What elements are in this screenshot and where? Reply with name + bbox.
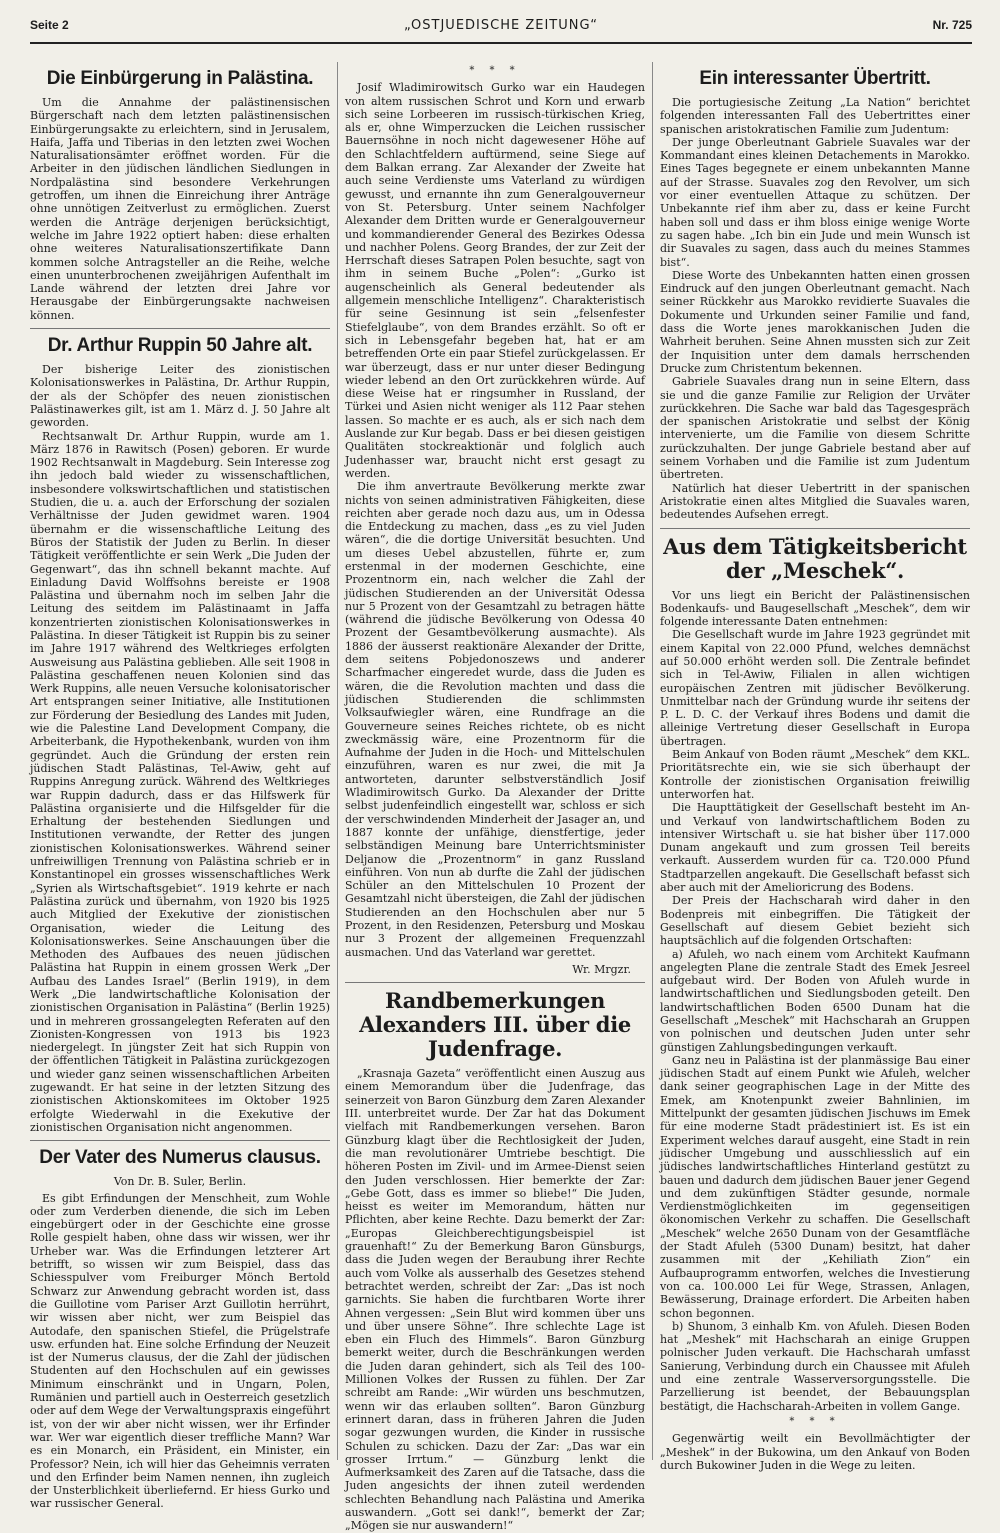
newspaper-title: „OSTJUEDISCHE ZEITUNG“ (404, 18, 598, 33)
article-paragraph: b) Shunom, 3 einhalb Km. von Afuleh. Diesen Boden hat „Meshek“ mit Hachscharah an einige Gruppen polnischer Juden verkauft. Die Hachscharah umfasst Sanierung, Verbindung durch ein Chaussee mit Afuleh und eine zentrale Wasserversorgungsstelle. Die Parzellierung ist beendet, der Bebauungsplan bestätigt, die Hachscharah-Arbeiten in vollem Gange. (660, 1319, 970, 1413)
article-separator (30, 328, 330, 329)
article-paragraph: Der junge Oberleutnant Gabriele Suavales war der Kommandant eines kleinen Detachements in Marokko. Eines Tages begegnete er einem unbekannten Manne auf der Strasse. Suavales zog den Revolver, um sich vor einer eventuellen Attaque zu schützen. Der Unbekannte rief ihm aber zu, dass er keine Furcht haben soll und dass er ihm bloss einige wenige Worte zu sagen habe. „Ich bin ein Jude und mein Wunsch ist dir Suavales zu sagen, dass auch du meines Stammes bist“. (660, 135, 970, 269)
article-title: Randbemerkungen Alexanders III. über die Judenfrage. (359, 988, 631, 1062)
article-separator (345, 982, 645, 983)
article-paragraph: a) Afuleh, wo nach einem vom Architekt Kaufmann angelegten Plane die zentrale Stadt des Emek Jesreel aufgebaut wird. Der Boden von Afuleh wurde in landwirtschaftlichen und Siedlungsboden geteilt. Den landwirtschaftlichen Boden 6500 Dunam hat die Gesellschaft „Meschek“ mit Hachscharah an Gruppen von polnischen und deutschen Juden unter sehr günstigen Zahlungsbedingungen verkauft. (660, 947, 970, 1054)
section-stars: * * * (789, 1415, 841, 1427)
article-title: Aus dem Tätigkeitsbericht der „Meschek“. (663, 533, 967, 583)
article-paragraph: Die Gesellschaft wurde im Jahre 1923 gegründet mit einem Kapital von 22.000 Pfund, welches demnächst auf 50.000 erhöht werden soll. Die Zentrale befindet sich in Tel-Awiw, Filialen in allen wichtigen europäischen Zentren mit jüdischer Bevölkerung. Unmittelbar nach der Gründung wurde ihr seitens der P. L. D. C. der Verkauf ihres Bodens und damit die alleinige Vertretung dieser Gesellschaft in Europa übertragen. (660, 628, 970, 748)
article-paragraph: Vor uns liegt ein Bericht der Palästinensischen Bodenkaufs- und Baugesellschaft „Meschek“, dem wir folgende interessante Daten entnehmen: (660, 588, 970, 629)
column-1 (30, 62, 330, 1511)
issue-number: Nr. 725 (932, 18, 972, 32)
column-2 (345, 62, 645, 1533)
article-paragraph: Der Preis der Hachscharah wird daher in den Bodenpreis mit einbegriffen. Die Tätigkeit der Gesellschaft auf diesem Gebiet bezieht sich hauptsächlich auf die folgenden Ortschaften: (660, 894, 970, 948)
article-title: Ein interessanter Übertritt. (699, 68, 931, 89)
article-title: Dr. Arthur Ruppin 50 Jahre alt. (47, 335, 313, 357)
article-paragraph: „Krasnaja Gazeta“ veröffentlicht einen Auszug aus einem Memorandum über die Judenfrage, das seinerzeit von Baron Günzburg dem Zaren Alexander III. unterbreitet wurde. Der Zar hat das Dokument vielfach mit Randbemerkungen versehen. Baron Günzburg klagt über die Rechtlosigkeit der Juden, die man revolutionärer Umtriebe beschtigt. Die höheren Posten im Zivil- und im Armee-Dienst seien den Juden verschlossen. Hier bemerkte der Zar: „Gebe Gott, dass es immer so bliebe!“ Die Juden, heisst es weiter im Memorandum, hätten nur Pflichten, aber keine Rechte. Dazu bemerkt der Zar: „Europas Gleichberechtigungsbeispiel ist grauenhaft!“ Zu der Bemerkung Baron Günsburgs, dass die Juden wegen der Beraubung ihrer Rechte auch vom Volke als ausserhalb des Gesetzes stehend betrachtet werden, schreibt der Zar: „Das ist noch garnichts. Sie haben die furchtbaren Worte ihrer Ahnen vergessen: „Sein Blut wird kommen über uns und über unsere Söhne“. Ihre schlechte Lage ist eben ein Fluch des Himmels“. Baron Günzburg bemerkt weiter, durch die Beschränkungen werden die Juden daran gehindert, sich als Teil des 100-Millionen Volkes der Russen zu fühlen. Der Zar schreibt am Rande: „Wir würden uns beschmutzen, wenn wir das erlauben sollten“. Baron Günzburg erinnert daran, dass in früheren Jahren die Juden sogar gezwungen wurden, die Kinder in russische Schulen zu schicken. Dazu der Zar: „Das war ein grosser Irrtum.“ — Günzburg lenkt die Aufmerksamkeit des Zaren auf die Tatsache, dass die Juden angesichts der ihnen zuteil werdenden schlechten Behandlung nach Palästina und Amerika auswandern. „Gott sei dank!“, bemerkt der Zar; „Mögen sie nur auswandern!“ (345, 1067, 645, 1533)
page-header (30, 18, 972, 58)
article-separator (30, 1140, 330, 1141)
article-separator (660, 528, 970, 529)
column-divider (337, 62, 338, 1460)
article-paragraph: Natürlich hat dieser Uebertritt in der spanischen Aristokratie einen altes Mitglied die Suavales waren, bedeutendes Aufsehen erregt. (660, 481, 970, 522)
column-3 (660, 62, 970, 1472)
page-label: Seite 2 (30, 18, 69, 32)
article-paragraph: Die Haupttätigkeit der Gesellschaft besteht im An- und Verkauf von landwirtschaftlichem Boden zu intensiver Wirtschaft u. sie hat bisher über 117.000 Dunam angekauft und zum grossen Teil bereits verkauft. Ausserdem wurden für ca. T20.000 Pfund Stadtparzellen angekauft. Die Gesellschaft befasst sich aber auch mit der Amelioricrung des Bodens. (660, 801, 970, 895)
article-byline: Von Dr. B. Suler, Berlin. (113, 1175, 247, 1189)
article-paragraph: Es gibt Erfindungen der Menschheit, zum Wohle oder zum Verderben dienende, die sich im Leben eingebürgert oder in der Geschichte eine grosse Rolle gespielt haben, ohne dass wir wissen, wer ihr Urheber war. Was die Erfindungen letzterer Art betrifft, so wissen wir zum Beispiel, dass das Schiesspulver vom Freiburger Mönch Bertold Schwarz zur Anwendung gebracht worden ist, dass die Guillotine vom Pariser Arzt Guillotin herrührt, wir wissen aber nicht, wer zum Beispiel das Autodafe, den spanischen Stiefel, die Prügelstrafe usw. erfunden hat. Eine solche Erfindung der Neuzeit ist der Numerus clausus, der die Zahl der jüdischen Studenten auf den Hochschulen auf ein gewisses Minimum einschränkt und in Ungarn, Polen, Rumänien und partiell auch in Oesterreich gesetzlich oder auf dem Wege der Verwaltungspraxis eingeführt ist, von der wir aber nicht wissen, wer ihr Erfinder war. Wer war eigentlich dieser treffliche Mann? War es ein Monarch, ein Präsident, ein Minister, ein Professor? Nein, ich will hier das Geheimnis verraten und den Erfinder beim Namen nennen, ihn zugleich der Unsterblichkeit überliefernd. Er hiess Gurko und war russischer General. (30, 1191, 330, 1511)
article-title: Der Vater des Numerus clausus. (39, 1147, 321, 1169)
article-paragraph: Die ihm anvertraute Bevölkerung merkte zwar nichts von seinen administrativen Fähigkeiten, diese reichten aber gerade noch dazu aus, um in Odessa die Entdeckung zu machen, dass „es zu viel Juden wären“, die die dortige Universität besuchten. Und um dieses Uebel abzustellen, führte er, zum erstenmal in der modernen Geschichte, eine Prozentnorm ein, nach welcher die Zahl der jüdischen Studierenden an der Universität Odessa nur 5 Prozent von der Gesamtzahl zu betragen hätte (während die jüdische Bevölkerung von Odessa 40 Prozent der Gesamtbevölkerung ausmachte). Als 1886 der äusserst reaktionäre Alexander der Dritte, dem seitens Pobjedonoszews und anderer Scharfmacher eingeredet wurde, dass die Juden es wären, die die Revolution machten und dass die jüdischen Studierenden die schlimmsten Volksaufwiegler wären, eine Rundfrage an die Gouverneure seines Reiches richtete, ob es nicht zweckmässig wäre, eine Prozentnorm für die Aufnahme der Juden in die Hoch- und Mittelschulen einzuführen, waren es nur zwei, die mit Ja antworteten, darunter selbstverständlich Josif Wladimirowitsch Gurko. Da Alexander der Dritte selbst judenfeindlich eingestellt war, schloss er sich der verschwindenden Minderheit der Jasager an, und 1887 konnte der unfähige, dienstfertige, jeder selbständigen Meinung bare Unterrichtsminister Deljanow die „Prozentnorm“ in ganz Russland einführen. Von nun ab durfte die Zahl der jüdischen Schüler an den Mittelschulen 10 Prozent der Gesamtzahl nicht übersteigen, die Zahl der jüdischen Studierenden an den Hochschulen aber nur 5 Prozent, in den Residenzen, Petersburg und Moskau nur 3 Prozent der allgemeinen Frequenzzahl ausmachen. Und das Vaterland war gerettet. (345, 480, 645, 959)
article-paragraph: Ganz neu in Palästina ist der planmässige Bau einer jüdischen Stadt auf einem Punkt wie Afuleh, welcher dank seiner geographischen Lage in der Mitte des Emek, am Knotenpunkt zweier Bahnlinien, im Mittelpunkt der gesamten jüdischen Jischuws im Emek für eine moderne Stadt prädestiniert ist. Es ist ein Experiment welches darauf ausgeht, eine Stadt in rein jüdischer Umgebung und ausschliesslich auf ein jüdisches landwirtschaftliches Hinterland gestützt zu bauen und dadurch dem jüdischen Bauer jener Gegend und dem zukünftigen Städter gesunde, normale Verdienstmöglichkeiten im gegenseitigen ökonomischen Verkehr zu schaffen. Die Gesellschaft „Meschek“ welche 2650 Dunam von der Gesamtfläche der Stadt Afuleh (5300 Dunam) besitzt, hat daher zusammen mit der „Kehiliath Zion“ ein Aufbauprogramm entworfen, welches die Investierung von ca. 100.000 Lei für Wege, Strassen, Anlagen, Bewässerung, Drainage erfordert. Die Arbeiten haben schon begonnen. (660, 1053, 970, 1320)
article-paragraph: Beim Ankauf von Boden räumt „Meschek“ dem KKL. Prioritätsrechte ein, wie sie sich überhaupt der Kontrolle der zionistischen Organisation freiwillig unterworfen hat. (660, 748, 970, 801)
article-paragraph: Der bisherige Leiter des zionistischen Kolonisationswerkes in Palästina, Dr. Arthur Ruppin, der als der Schöpfer des neuen zionistischen Palästinawerkes gilt, ist am 1. März d. J. 50 Jahre alt geworden. (30, 363, 330, 430)
article-paragraph: Gegenwärtig weilt ein Bevollmächtigter der „Meshek“ in der Bukowina, um den Ankauf von Boden durch Bukowiner Juden in die Wege zu leiten. (660, 1432, 970, 1472)
column-divider (652, 62, 653, 1460)
section-stars: * * * (469, 65, 521, 76)
article-paragraph: Um die Annahme der palästinensischen Bürgerschaft nach dem letzten palästinensischen Einbürgerungsakte zu erleichtern, sind in Jerusalem, Haifa, Jaffa und Tiberias in den letzten zwei Wochen Naturalisationsämter eröffnet worden. Für die Arbeiter in den jüdischen ländlichen Siedlungen in Nordpalästina sind besondere Verkehrungen getroffen, um ihnen die Einreichung ihrer Anträge ohne unnötigen Zeitverlust zu ermöglichen. Zuerst werden die Anträge derjenigen berücksichtigt, welche im Jahre 1922 optiert haben: diese erhalten ohne weiteres Naturalisationszertifikate Dann kommen solche Antragsteller an die Reihe, welche einen ununterbrochenen zweijährigen Aufenthalt im Lande während der letzten drei Jahre vor Herausgabe der Einbürgerungsakte nachweisen können. (30, 96, 330, 322)
article-signature: Wr. Mrgzr. (572, 962, 631, 976)
article-paragraph: Diese Worte des Unbekannten hatten einen grossen Eindruck auf den jungen Oberleutnant gemacht. Nach seiner Rückkehr aus Marokko revidierte Suavales die Dokumente und Urkunden seiner Familie und fand, dass die Worte jenes marokkanischen Juden die Wahrheit beruhen. Seine Ahnen mussten sich zur Zeit der Inquisition unter dem damals herrschenden Drucke zum Christentum bekennen. (660, 268, 970, 375)
article-title: Die Einbürgerung in Palästina. (46, 68, 314, 89)
article-paragraph: Josif Wladimirowitsch Gurko war ein Haudegen von altem russischen Schrot und Korn und erwarb sich seine Lorbeeren im russisch-türkischen Krieg, als er, ohne Wimperzucken die Leichen russischer Bauernsöhne in noch nicht dagewesener Höhe auf den Schlachtfeldern auftürmend, seine Siege auf dem Balkan errang. Zar Alexander der Zweite hat auch seine Verdienste ums Vaterland zu würdigen gewusst, und ernannte ihn zum Generalgouverneur von St. Petersburg. Unter seinem Nachfolger Alexander dem Dritten wurde er Generalgouverneur und kommandierender General des Bezirkes Odessa und nachher Polens. Georg Brandes, der zur Zeit der Herrschaft dieses Satrapen Polen besuchte, sagt von ihm in seinem Buche „Polen“: „Gurko ist augenscheinlich als General bedeutender als allgemein menschliche Intelligenz“. Charakteristisch für seine Gesinnung ist sein „felsenfester Stiefelglaube“, von dem Brandes erzählt. So oft er sich in Lebensgefahr begeben hat, hat er am betreffenden Orte ein paar Stiefel zurückgelassen. Er war überzeugt, dass er nur unter dieser Bedingung wieder lebend an den Ort zurückkehren würde. Auf diese Weise hat er ringsumher in Russland, der Türkei und Asien nicht weniger als 112 Paar stehen lassen. So machte er es auch, als er sich nach dem Auslande zur Kur begab. Dass er bei diesen geistigen Qualitäten stockreaktionär und folglich auch Judenhasser war, braucht nicht erst gesagt zu werden. (345, 81, 645, 480)
header-rule (30, 42, 972, 44)
article-paragraph: Die portugiesische Zeitung „La Nation“ berichtet folgenden interessanten Fall des Uebertrittes einer spanischen aristokratischen Familie zum Judentum: (660, 96, 970, 136)
article-paragraph: Gabriele Suavales drang nun in seine Eltern, dass sie und die ganze Familie zur Religion der Urväter zurückkehren. Die Sache war bald das Tagesgespräch der spanischen Aristokratie und selbst der König intervenierte, um die Familie von diesem Schritte zurückzuhalten. Der junge Gabriele bestand aber auf seinem Vorhaben und die Familie ist zum Judentum übertreten. (660, 375, 970, 482)
article-paragraph: Rechtsanwalt Dr. Arthur Ruppin, wurde am 1. März 1876 in Rawitsch (Posen) geboren. Er wurde 1902 Rechtsanwalt in Magdeburg. Sein Interesse zog ihn jedoch bald wieder zu wissenschaftlichen, insbesondere volkswirtschaftlichen und statistischen Studien, die u. a. auch der Erforschung der sozialen Verhältnisse der Juden gewidmet waren. 1904 übernahm er die wissenschaftliche Leitung des Büros der Statistik der Juden zu Berlin. In dieser Tätigkeit veröffentlichte er sein Werk „Die Juden der Gegenwart“, das ihn schnell bekannt machte. Auf Einladung David Wolffsohns bereiste er 1908 Palästina und übernahm noch im selben Jahr die Leitung des seitdem im Palästinaamt in Jaffa konzentrierten zionistischen Kolonisationswerkes in Palästina. In dieser Tätigkeit ist Ruppin bis zu seiner im Jahre 1917 während des Weltkrieges erfolgten Ausweisung aus Palästina geblieben. Alle seit 1908 in Palästina geschaffenen neuen Kolonien sind das Werk Ruppins, alle neuen Versuche kolonisatorischer Art entsprangen seiner Initiative, alle Institutionen zur Förderung der Besiedlung des Landes mit Juden, wie die Palestine Land Development Company, die Arbeiterbank, die Hypothekenbank, wurden von ihm gegründet. Auch die Gründung der ersten rein jüdischen Stadt Palästinas, Tel-Awiw, geht auf Ruppins Anregung zurück. Während des Weltkrieges war Ruppin dadurch, dass er das Hilfswerk für Palästina organisierte und die Hilfsgelder für die Erhaltung der bestehenden Siedlungen und Institutionen verwandte, der Retter des jungen zionistischen Kolonisationswerkes. Während seiner unfreiwilligen Trennung von Palästina schrieb er in Konstantinopel ein grosses wissenschaftliches Werk „Syrien als Wirtschaftsgebiet“. 1919 kehrte er nach Palästina zurück und übernahm, von 1920 bis 1925 auch Mitglied der Exekutive der zionistischen Organisation, wieder die Leitung des Kolonisationswerkes. Seine Anschauungen über die Methoden des Aufbaues des neuen jüdischen Palästina hat Ruppin in einem grossen Werk „Der Aufbau des Landes Israel“ (Berlin 1919), in dem Werk „Die landwirtschaftliche Kolonisation der zionistischen Organisation in Palästina“ (Berlin 1925) und in mehreren grossangelegten Referaten auf den Zionisten-Kongressen von 1913 bis 1923 niedergelegt. In jüngster Zeit hat sich Ruppin von der öffentlichen Tätigkeit in Palästina zurückgezogen und wieder ganz seinen wissenschaftlichen Arbeiten zugewandt. Er hat seine in der letzten Sitzung des zionistischen Aktionskomitees im Oktober 1925 erfolgte Wiederwahl in die Exekutive der zionistischen Organisation nicht angenommen. (30, 429, 330, 1134)
